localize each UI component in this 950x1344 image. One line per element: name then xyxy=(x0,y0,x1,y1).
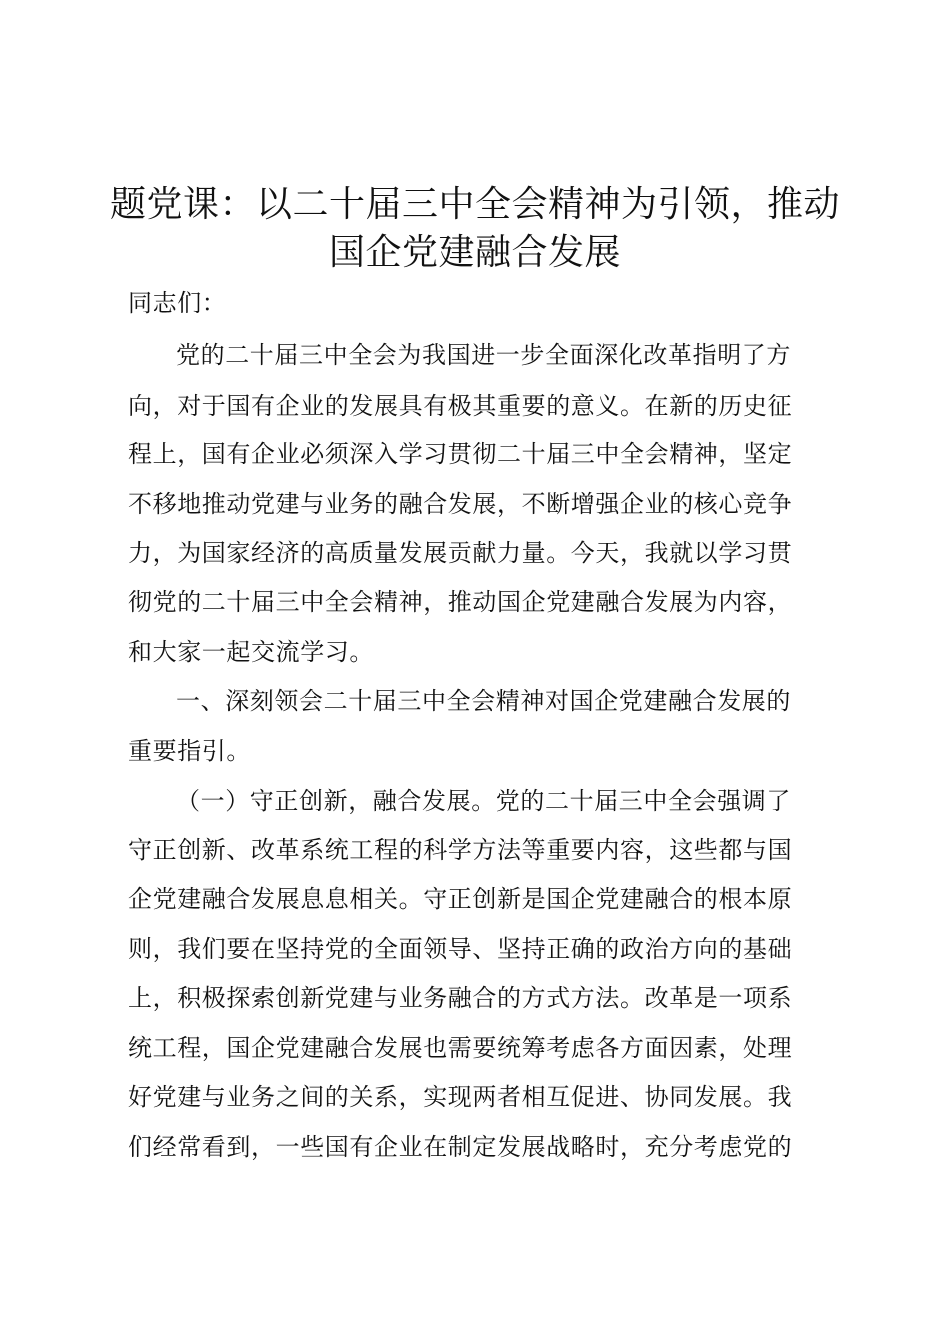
paragraph-3-line-4: 则，我们要在坚持党的全面领导、坚持正确的政治方向的基础 xyxy=(128,935,793,963)
paragraph-3-line-8: 们经常看到，一些国有企业在制定发展战略时，充分考虑党的 xyxy=(128,1133,793,1161)
paragraph-3-line-2: 守正创新、改革系统工程的科学方法等重要内容，这些都与国 xyxy=(128,836,793,864)
paragraph-1-line-3: 程上，国有企业必须深入学习贯彻二十届三中全会精神，坚定 xyxy=(128,440,793,468)
paragraph-3-line-1: （一）守正创新，融合发展。党的二十届三中全会强调了 xyxy=(176,787,791,815)
paragraph-3-line-6: 统工程，国企党建融合发展也需要统筹考虑各方面因素，处理 xyxy=(128,1034,793,1062)
section-heading-line-2: 重要指引。 xyxy=(128,737,251,765)
paragraph-3-line-5: 上，积极探索创新党建与业务融合的方式方法。改革是一项系 xyxy=(128,984,793,1012)
paragraph-1-line-1: 党的二十届三中全会为我国进一步全面深化改革指明了方 xyxy=(176,341,791,369)
paragraph-1-line-5: 力，为国家经济的高质量发展贡献力量。今天，我就以学习贯 xyxy=(128,539,793,567)
paragraph-1-line-6: 彻党的二十届三中全会精神，推动国企党建融合发展为内容， xyxy=(128,588,793,616)
section-heading-line-1: 一、深刻领会二十届三中全会精神对国企党建融合发展的 xyxy=(176,687,791,715)
paragraph-3-line-7: 好党建与业务之间的关系，实现两者相互促进、协同发展。我 xyxy=(128,1083,793,1111)
paragraph-1-line-7: 和大家一起交流学习。 xyxy=(128,638,374,666)
paragraph-3-line-3: 企党建融合发展息息相关。守正创新是国企党建融合的根本原 xyxy=(128,885,793,913)
paragraph-1-line-4: 不移地推动党建与业务的融合发展，不断增强企业的核心竞争 xyxy=(128,490,793,518)
document-title-line-1: 题党课：以二十届三中全会精神为引领，推动 xyxy=(109,184,840,225)
paragraph-1-line-2: 向，对于国有企业的发展具有极其重要的意义。在新的历史征 xyxy=(128,392,793,420)
document-title-line-2: 国企党建融合发展 xyxy=(328,232,621,273)
salutation: 同志们： xyxy=(128,289,227,317)
